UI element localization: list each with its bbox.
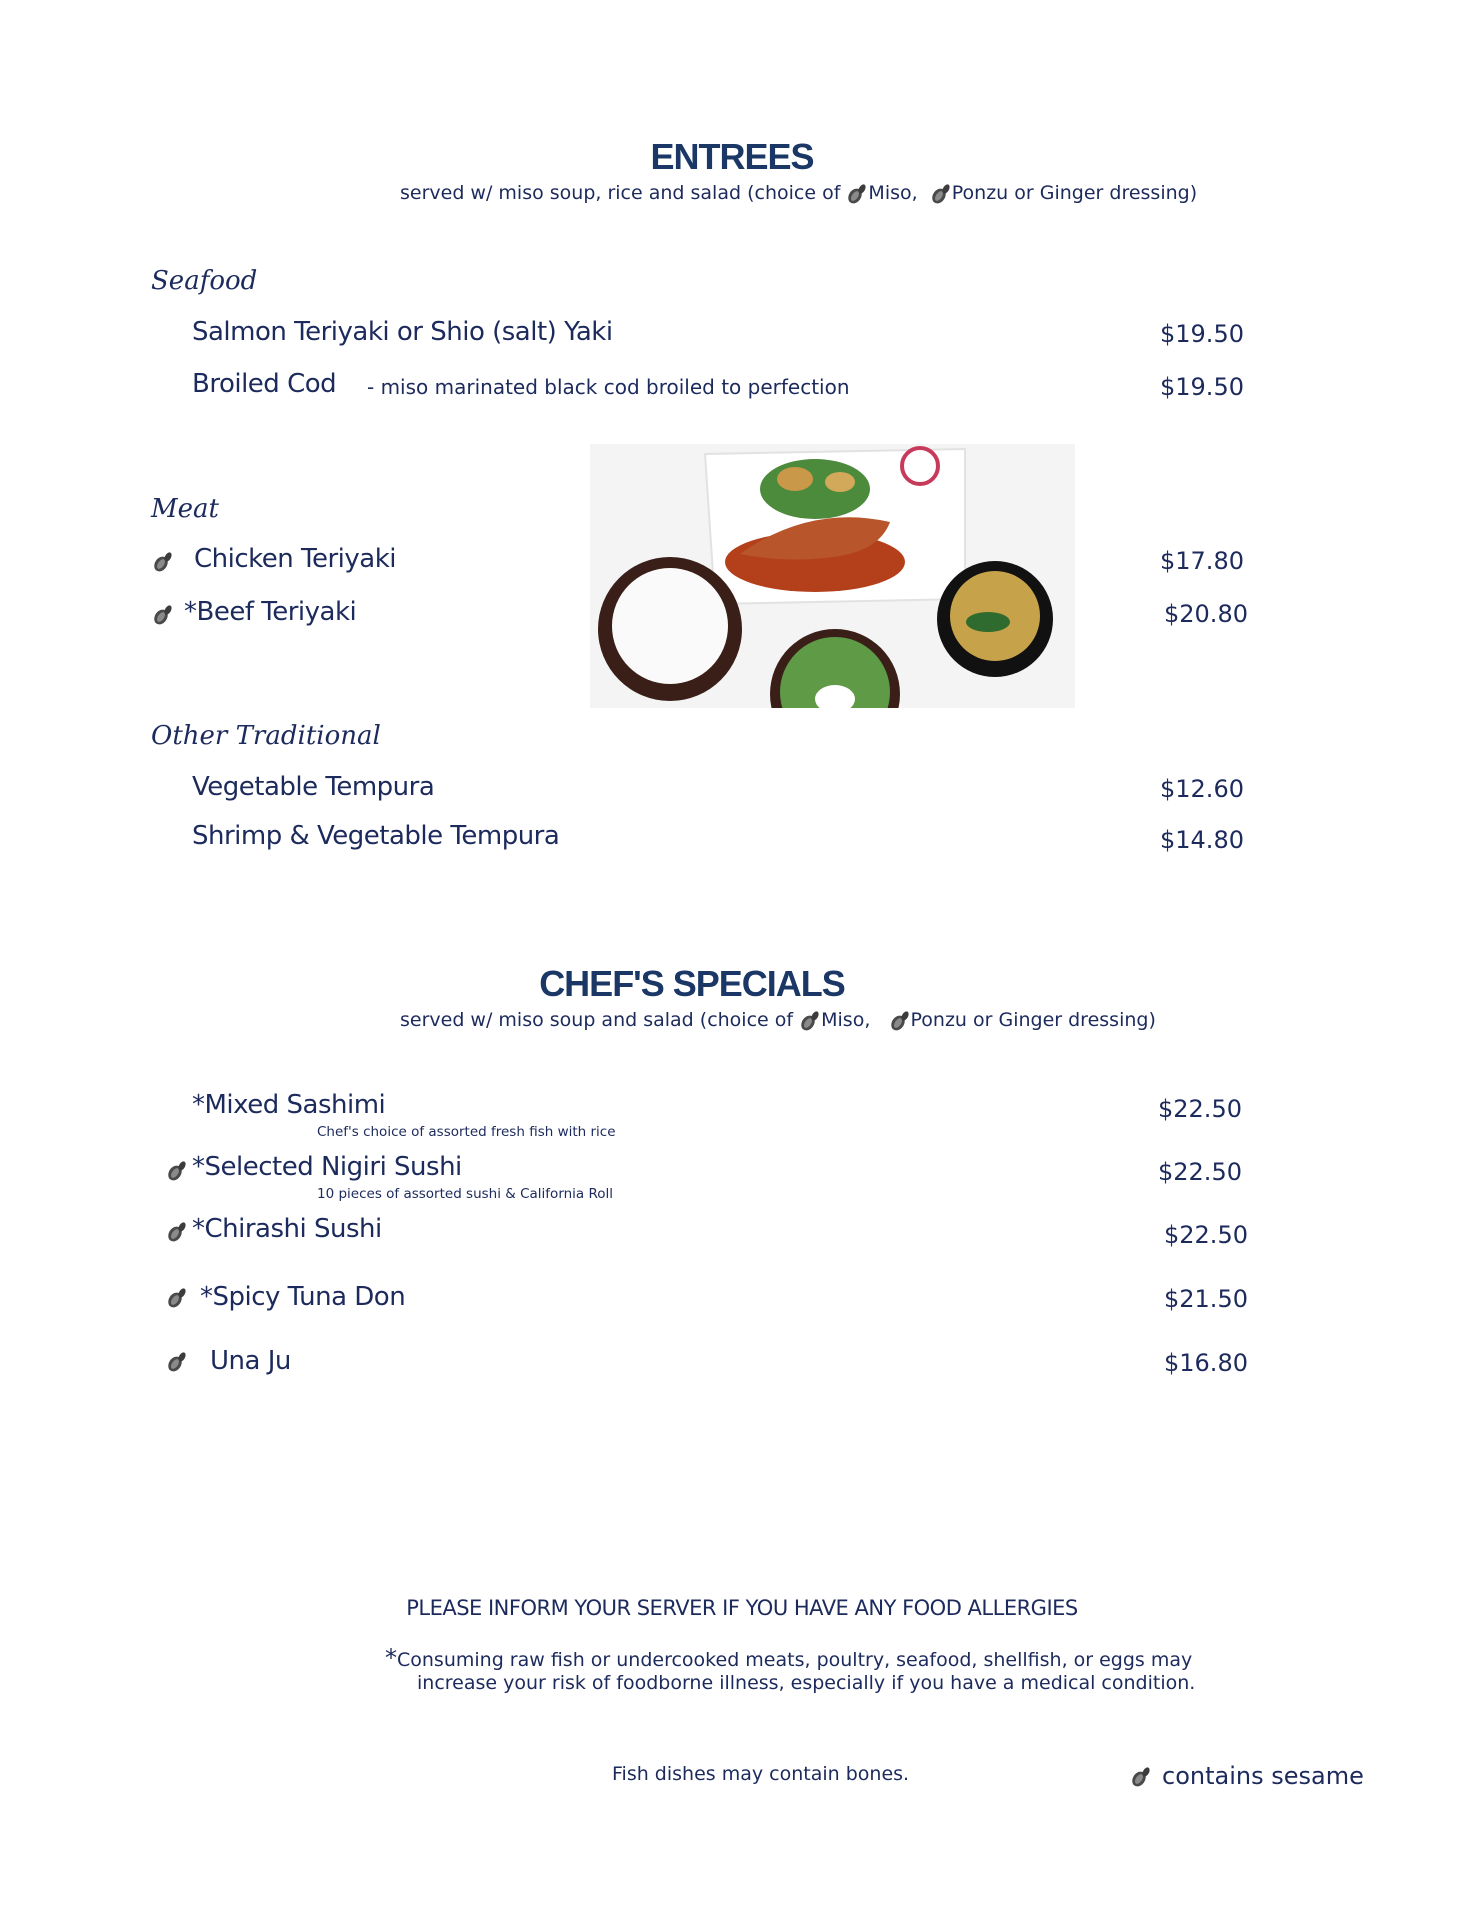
menu-item-desc: - miso marinated black cod broiled to perfection (367, 375, 850, 399)
entrees-subtitle-suffix: Ponzu or Ginger dressing) (951, 182, 1198, 204)
special-item-price: $22.50 (1158, 1095, 1242, 1123)
menu-item-price: $20.80 (1164, 600, 1248, 628)
allergy-notice: PLEASE INFORM YOUR SERVER IF YOU HAVE ANY FOOD ALLERGIES (406, 1596, 1078, 1620)
menu-item-name: Salmon Teriyaki or Shio (salt) Yaki (192, 317, 613, 347)
category-meat: Meat (151, 494, 219, 524)
sesame-icon (166, 1221, 188, 1243)
category-seafood: Seafood (151, 266, 258, 296)
menu-item-name: Shrimp & Vegetable Tempura (192, 821, 560, 851)
sesame-icon (846, 183, 868, 205)
sesame-icon (166, 1287, 188, 1309)
specials-subtitle-prefix: served w/ miso soup and salad (choice of (400, 1009, 800, 1031)
specials-title: CHEF'S SPECIALS (539, 963, 845, 1004)
special-item-note: Chef's choice of assorted fresh fish with rice (317, 1124, 616, 1140)
entrees-subtitle (400, 182, 1197, 205)
sesame-icon (930, 183, 952, 205)
raw-warning-line1-text: Consuming raw fish or undercooked meats, poultry, seafood, shellfish, or eggs may (397, 1649, 1193, 1671)
menu-item-price: $19.50 (1160, 373, 1244, 401)
sesame-legend: contains sesame (1162, 1762, 1364, 1790)
entrees-subtitle-miso: Miso, (868, 182, 918, 204)
menu-item-name: Vegetable Tempura (192, 772, 435, 802)
special-item-name: *Selected Nigiri Sushi (192, 1152, 462, 1182)
menu-item-name: Chicken Teriyaki (194, 544, 396, 574)
special-item-name: *Chirashi Sushi (192, 1214, 382, 1244)
special-item-name: Una Ju (210, 1346, 291, 1376)
raw-warning-line2: increase your risk of foodborne illness, especially if you have a medical condition. (417, 1672, 1196, 1694)
sesame-icon (889, 1010, 911, 1032)
entrees-subtitle-prefix: served w/ miso soup, rice and salad (choice of (400, 182, 847, 204)
raw-warning-line1 (385, 1644, 1192, 1672)
specials-subtitle-suffix: Ponzu or Ginger dressing) (910, 1009, 1156, 1031)
sesame-icon (152, 551, 174, 573)
special-item-price: $22.50 (1164, 1221, 1248, 1249)
special-item-price: $22.50 (1158, 1158, 1242, 1186)
menu-item-price: $14.80 (1160, 826, 1244, 854)
menu-item-name: Broiled Cod (192, 369, 337, 399)
special-item-name: *Mixed Sashimi (192, 1090, 386, 1120)
sesame-icon (1130, 1766, 1152, 1788)
specials-subtitle-miso: Miso, (821, 1009, 871, 1031)
menu-item-price: $19.50 (1160, 320, 1244, 348)
menu-item-price: $12.60 (1160, 775, 1244, 803)
sesame-icon (799, 1010, 821, 1032)
category-other-traditional: Other Traditional (151, 721, 381, 751)
sesame-icon (166, 1351, 188, 1373)
sesame-icon (152, 604, 174, 626)
special-item-price: $16.80 (1164, 1349, 1248, 1377)
special-item-note: 10 pieces of assorted sushi & California Roll (317, 1186, 614, 1202)
specials-subtitle (400, 1009, 1156, 1032)
sesame-icon (166, 1160, 188, 1182)
entrees-title: ENTREES (650, 136, 814, 177)
raw-warning-star: * (385, 1644, 397, 1672)
special-item-name: *Spicy Tuna Don (200, 1282, 406, 1312)
bones-notice: Fish dishes may contain bones. (612, 1763, 910, 1785)
special-item-price: $21.50 (1164, 1285, 1248, 1313)
dish-photo (590, 444, 1075, 708)
menu-item-price: $17.80 (1160, 547, 1244, 575)
menu-item-name: *Beef Teriyaki (184, 597, 357, 627)
